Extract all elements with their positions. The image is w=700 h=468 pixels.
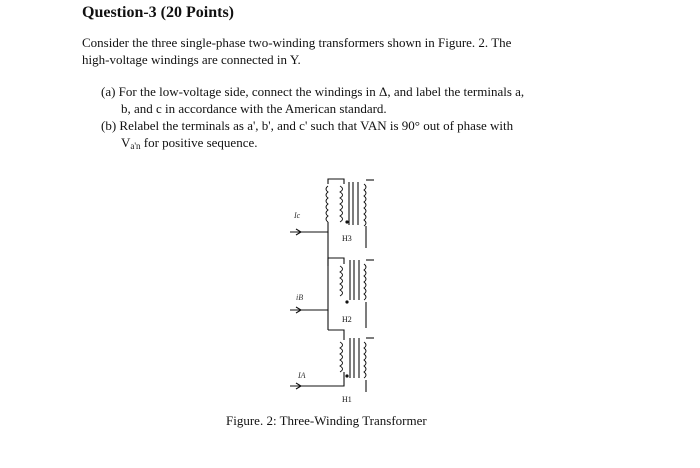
part-b-line-2 [101, 134, 631, 155]
current-label-a: IA [298, 371, 306, 380]
question-title: Question-3 (20 Points) [82, 4, 234, 21]
current-label-b: iB [296, 293, 304, 302]
part-b-line-2-rest: for positive sequence. [140, 135, 258, 150]
transformer-diagram [270, 170, 420, 410]
part-b-line-1: (b) Relabel the terminals as a', b', and c' such that VAN is 90° out of phase with [101, 118, 514, 133]
intro-line-2: high-voltage windings are connected in Y. [82, 52, 301, 67]
part-a-line-2: b, and c in accordance with the American standard. [121, 101, 387, 116]
question-intro [82, 34, 657, 68]
terminal-label-h3: H3 [342, 234, 352, 243]
part-b [101, 117, 631, 155]
figure-caption: Figure. 2: Three-Winding Transformer [226, 413, 427, 428]
phasor-v: V [121, 135, 131, 150]
phasor-subscript: a'n [130, 141, 141, 151]
current-label-c: Ic [294, 211, 301, 220]
part-a-line-1: (a) For the low-voltage side, connect the windings in Δ, and label the terminals a, [101, 84, 525, 99]
terminal-label-h1: H1 [342, 395, 352, 404]
transformer-a [290, 330, 374, 392]
terminal-label-h2: H2 [342, 315, 352, 324]
transformer-figure [270, 170, 420, 410]
part-a [101, 83, 631, 117]
intro-line-1: Consider the three single-phase two-winding transformers shown in Figure. 2. The [82, 35, 512, 50]
